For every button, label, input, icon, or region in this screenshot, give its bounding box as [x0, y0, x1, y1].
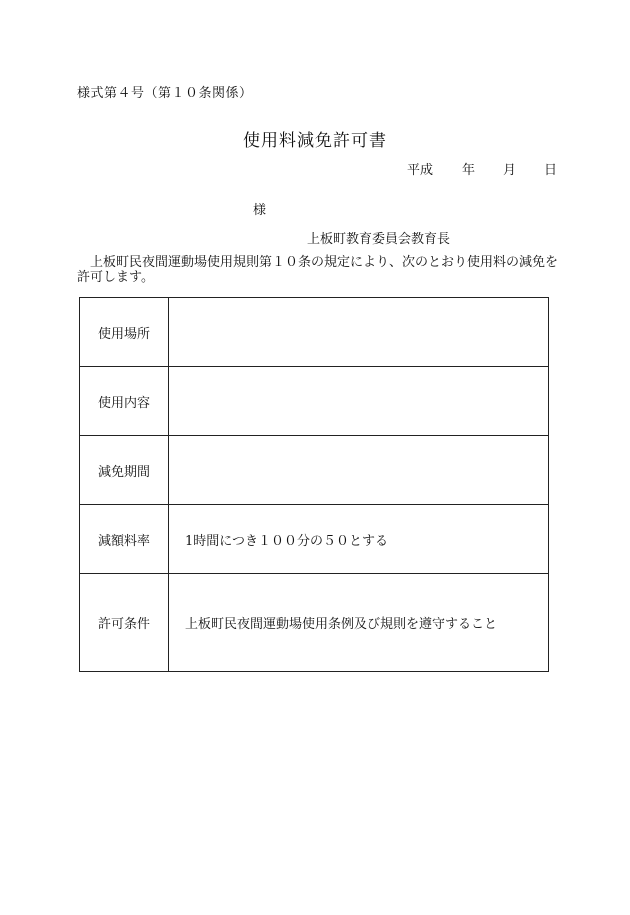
date-year-label: 年	[462, 163, 476, 178]
table-row-reduction-rate	[80, 505, 549, 574]
row-value	[169, 367, 549, 436]
row-label: 使用内容	[80, 367, 169, 436]
permit-details-table	[79, 297, 549, 672]
date-day-label: 日	[544, 163, 558, 178]
issuer-name: 上板町教育委員会教育長	[307, 232, 451, 247]
row-value	[169, 436, 549, 505]
row-value: 1時間につき１００分の５０とする	[169, 505, 549, 574]
document-title: 使用料減免許可書	[243, 131, 387, 151]
row-value: 上板町民夜間運動場使用条例及び規則を遵守すること	[169, 574, 549, 672]
table-row-period	[80, 436, 549, 505]
form-number: 様式第４号（第１０条関係）	[77, 86, 253, 101]
recipient-honorific: 様	[253, 203, 267, 218]
row-value	[169, 298, 549, 367]
row-label: 許可条件	[80, 574, 169, 672]
date-era: 平成	[407, 163, 434, 178]
table-row-purpose	[80, 367, 549, 436]
row-label: 減額料率	[80, 505, 169, 574]
date-month-label: 月	[503, 163, 517, 178]
table-row-conditions	[80, 574, 549, 672]
table-row-location	[80, 298, 549, 367]
body-text: 上板町民夜間運動場使用規則第１０条の規定により、次のとおり使用料の減免を許可します。	[77, 255, 559, 285]
row-label: 減免期間	[80, 436, 169, 505]
row-label: 使用場所	[80, 298, 169, 367]
